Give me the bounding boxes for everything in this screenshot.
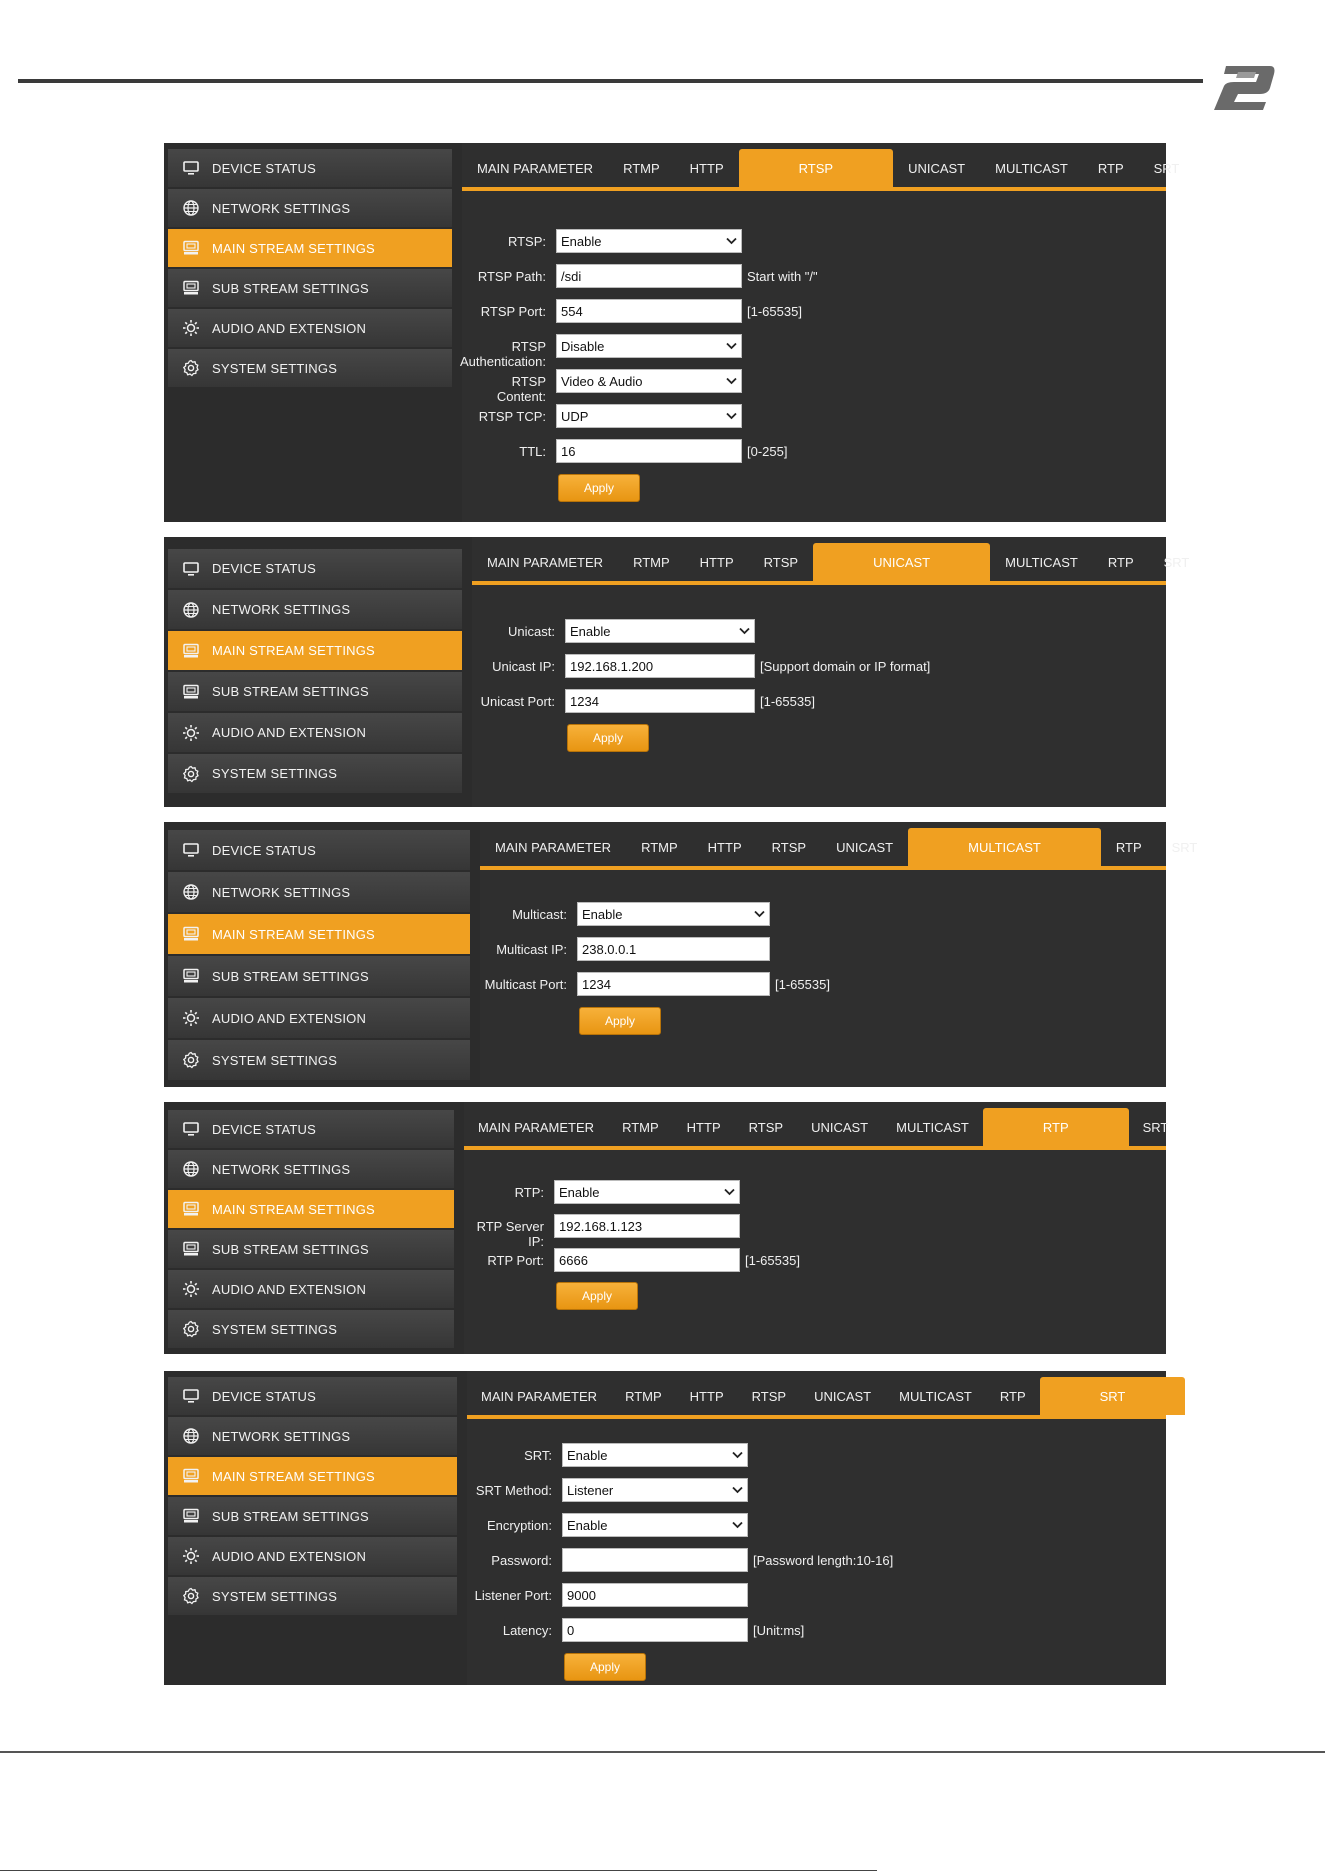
field-hint: [0-255]	[747, 444, 788, 459]
sidebar-item-network-settings[interactable]	[168, 872, 470, 912]
audio-gear-icon	[180, 722, 202, 744]
tab-main-parameter[interactable]: MAIN PARAMETER	[481, 1388, 598, 1404]
field-value: Enable	[561, 233, 602, 249]
password-input[interactable]	[562, 1548, 748, 1572]
tab-multicast[interactable]: MULTICAST	[899, 1388, 972, 1404]
form-row	[480, 970, 1166, 1000]
settings-panel-multicast	[164, 822, 1198, 1087]
rtp-select[interactable]	[554, 1180, 740, 1204]
rtp-server-ip-input[interactable]	[554, 1214, 740, 1238]
monitor-icon	[180, 1118, 202, 1140]
field-value: 1234	[582, 976, 611, 992]
sidebar-item-label: MAIN STREAM SETTINGS	[212, 926, 375, 942]
apply-row	[467, 1651, 1166, 1681]
field-label: Unicast:	[508, 624, 555, 639]
tab-rtp[interactable]: RTP	[999, 1388, 1026, 1404]
tab-srt[interactable]: SRT	[1142, 1119, 1169, 1135]
sidebar-item-label: AUDIO AND EXTENSION	[212, 1548, 367, 1564]
chevron-down-icon	[732, 1518, 743, 1532]
sidebar-item-device-status[interactable]	[168, 830, 470, 870]
field-label: Latency:	[502, 1623, 552, 1638]
field-value: 238.0.0.1	[582, 941, 637, 957]
rtsp-port-input[interactable]	[556, 299, 742, 323]
field-label: SRT:	[524, 1448, 552, 1463]
stream-icon	[180, 1198, 202, 1220]
audio-gear-icon	[180, 1545, 202, 1567]
form-row	[467, 1441, 1166, 1471]
field-hint: [1-65535]	[775, 977, 830, 992]
sidebar-item-label: DEVICE STATUS	[212, 1388, 316, 1404]
stream-icon	[180, 640, 202, 662]
field-label: RTSP TCP:	[478, 409, 546, 424]
sidebar-item-sub-stream-settings[interactable]	[168, 672, 462, 711]
stream-icon	[180, 277, 202, 299]
chevron-down-icon	[726, 234, 737, 248]
tab-main-parameter[interactable]: MAIN PARAMETER	[477, 160, 594, 176]
chevron-down-icon	[732, 1448, 743, 1462]
tab-rtsp[interactable]: RTSP	[748, 1119, 784, 1135]
tab-bar	[462, 149, 1180, 191]
sidebar-item-label: SYSTEM SETTINGS	[212, 1588, 338, 1604]
sidebar-item-sub-stream-settings[interactable]	[168, 956, 470, 996]
srt-select[interactable]	[562, 1443, 748, 1467]
gear-icon	[180, 1049, 202, 1071]
sidebar-item-audio-and-extension[interactable]	[168, 1537, 457, 1575]
field-value: /sdi	[561, 268, 582, 284]
form-row	[467, 1581, 1166, 1611]
field-value: 192.168.1.123	[559, 1218, 643, 1234]
field-value: UDP	[561, 408, 589, 424]
tab-main-parameter[interactable]: MAIN PARAMETER	[487, 554, 604, 570]
sidebar-item-label: SUB STREAM SETTINGS	[212, 1508, 369, 1524]
sidebar-item-label: SYSTEM SETTINGS	[212, 360, 338, 376]
sidebar-item-device-status[interactable]	[168, 549, 462, 588]
globe-icon	[180, 1158, 202, 1180]
form-row	[467, 1546, 1166, 1576]
sidebar-item-label: NETWORK SETTINGS	[212, 200, 351, 216]
rtp-port-input[interactable]	[554, 1248, 740, 1272]
apply-row	[480, 1005, 1166, 1035]
sidebar-item-system-settings[interactable]	[168, 1040, 470, 1080]
tab-multicast[interactable]: MULTICAST	[896, 1119, 969, 1135]
field-value: Video & Audio	[561, 373, 643, 389]
settings-panel-srt	[164, 1371, 1166, 1685]
sidebar-item-sub-stream-settings[interactable]	[168, 1230, 454, 1268]
sidebar-item-network-settings[interactable]	[168, 1417, 457, 1455]
content-area	[467, 1371, 1166, 1685]
stream-icon	[180, 237, 202, 259]
rtsp-path-input[interactable]	[556, 264, 742, 288]
sidebar-nav	[168, 830, 470, 1082]
form-row	[462, 437, 1166, 467]
tab-srt[interactable]: SRT	[1153, 160, 1180, 176]
tab-rtp[interactable]: RTP	[1097, 160, 1124, 176]
chevron-down-icon	[726, 374, 737, 388]
sidebar-item-main-stream-settings[interactable]	[168, 1190, 454, 1228]
sidebar-item-audio-and-extension[interactable]	[168, 1270, 454, 1308]
tab-http[interactable]: HTTP	[707, 839, 742, 855]
encryption-select[interactable]	[562, 1513, 748, 1537]
field-label: TTL:	[519, 444, 546, 459]
stream-icon	[180, 965, 202, 987]
sidebar-item-label: SUB STREAM SETTINGS	[212, 684, 369, 699]
unicast-select[interactable]	[565, 619, 755, 643]
field-value: 9000	[567, 1587, 596, 1603]
field-hint: Start with "/"	[747, 269, 818, 284]
unicast-ip-input[interactable]	[565, 654, 755, 678]
tab-rtp[interactable]: RTP	[1107, 554, 1134, 570]
field-hint: [Unit:ms]	[753, 1623, 805, 1638]
tab-http[interactable]: HTTP	[689, 160, 724, 176]
audio-gear-icon	[180, 1007, 202, 1029]
field-value: Enable	[567, 1517, 608, 1533]
chevron-down-icon	[726, 339, 737, 353]
form-row	[464, 1246, 1166, 1275]
tab-rtsp[interactable]: RTSP	[771, 839, 807, 855]
tab-multicast[interactable]: MULTICAST	[995, 160, 1068, 176]
sidebar-item-label: SUB STREAM SETTINGS	[212, 968, 369, 984]
globe-icon	[180, 599, 202, 621]
tab-unicast[interactable]: UNICAST	[836, 839, 894, 855]
field-value: Listener	[567, 1482, 614, 1498]
apply-button[interactable]: Apply	[564, 1653, 646, 1681]
stream-icon	[180, 1505, 202, 1527]
stream-icon	[180, 681, 202, 703]
sidebar-item-system-settings[interactable]	[168, 1577, 457, 1615]
field-label: RTSP Authentication:	[460, 339, 547, 369]
tab-bar	[467, 1377, 1166, 1419]
tab-rtsp[interactable]: RTSP	[763, 554, 799, 570]
field-hint: [1-65535]	[760, 694, 815, 709]
rtsp-select[interactable]	[556, 229, 742, 253]
monitor-icon	[180, 157, 202, 179]
form-row	[472, 652, 1166, 682]
rtsp-tcp-select[interactable]	[556, 404, 742, 428]
sidebar-item-device-status[interactable]	[168, 149, 452, 187]
tab-rtsp[interactable]: RTSP	[739, 149, 893, 187]
apply-button[interactable]: Apply	[556, 1282, 638, 1310]
form-row	[460, 332, 1166, 369]
tab-rtsp[interactable]: RTSP	[751, 1388, 787, 1404]
field-hint: [Password length:10-16]	[753, 1553, 894, 1568]
field-value: Disable	[561, 338, 605, 354]
rtsp-authentication-select[interactable]	[556, 334, 742, 358]
monitor-icon	[180, 558, 202, 580]
tab-unicast[interactable]: UNICAST	[811, 1119, 869, 1135]
tab-unicast[interactable]: UNICAST	[813, 543, 990, 581]
field-label: Listener Port:	[474, 1588, 552, 1603]
sidebar-item-device-status[interactable]	[168, 1377, 457, 1415]
apply-button[interactable]: Apply	[567, 724, 649, 752]
globe-icon	[180, 1425, 202, 1447]
tab-srt[interactable]: SRT	[1163, 554, 1190, 570]
form-row	[462, 262, 1166, 292]
sidebar-item-system-settings[interactable]	[168, 349, 452, 387]
field-label: Encryption:	[486, 1518, 552, 1533]
chevron-down-icon	[732, 1483, 743, 1497]
latency-input[interactable]	[562, 1618, 748, 1642]
sidebar-nav	[168, 549, 462, 795]
tab-bar	[472, 543, 1190, 585]
field-value: 0	[567, 1622, 575, 1638]
tab-http[interactable]: HTTP	[686, 1119, 721, 1135]
form-row	[472, 687, 1166, 717]
srt-method-select[interactable]	[562, 1478, 748, 1502]
apply-row	[462, 472, 1166, 502]
tab-unicast[interactable]: UNICAST	[814, 1388, 872, 1404]
form-row	[480, 900, 1166, 930]
tab-main-parameter[interactable]: MAIN PARAMETER	[495, 839, 612, 855]
tab-unicast[interactable]: UNICAST	[908, 160, 966, 176]
audio-gear-icon	[180, 1278, 202, 1300]
sidebar-item-label: NETWORK SETTINGS	[212, 1161, 351, 1177]
field-label: SRT Method:	[475, 1483, 552, 1498]
footer-separator	[0, 1751, 1325, 1753]
field-label: Multicast:	[512, 907, 567, 922]
field-label: Multicast IP:	[496, 942, 567, 957]
monitor-icon	[180, 839, 202, 861]
sidebar-item-label: AUDIO AND EXTENSION	[212, 1281, 367, 1297]
settings-panel-unicast	[164, 537, 1190, 807]
sidebar-item-network-settings[interactable]	[168, 189, 452, 227]
form-row	[462, 297, 1166, 327]
multicast-select[interactable]	[577, 902, 770, 926]
tab-srt[interactable]: SRT	[1171, 839, 1198, 855]
multicast-port-input[interactable]	[577, 972, 770, 996]
stream-icon	[180, 923, 202, 945]
form-row	[462, 367, 1166, 404]
sidebar-item-system-settings[interactable]	[168, 1310, 454, 1348]
field-value: 16	[561, 443, 576, 459]
tab-http[interactable]: HTTP	[689, 1388, 724, 1404]
sidebar-item-label: SUB STREAM SETTINGS	[212, 280, 369, 296]
sidebar-nav	[168, 1377, 457, 1617]
field-label: RTP Port:	[487, 1253, 544, 1268]
field-label: RTSP:	[507, 234, 546, 249]
form-row	[480, 935, 1166, 965]
field-value: 6666	[559, 1252, 588, 1268]
chevron-down-icon	[739, 624, 750, 638]
multicast-ip-input[interactable]	[577, 937, 770, 961]
gear-icon	[180, 763, 202, 785]
tab-rtp[interactable]: RTP	[983, 1108, 1129, 1146]
tab-main-parameter[interactable]: MAIN PARAMETER	[478, 1119, 595, 1135]
field-value: Enable	[582, 906, 623, 922]
sidebar-item-sub-stream-settings[interactable]	[168, 1497, 457, 1535]
sidebar-item-audio-and-extension[interactable]	[168, 998, 470, 1038]
sidebar-item-label: NETWORK SETTINGS	[212, 884, 351, 900]
sidebar-item-label: MAIN STREAM SETTINGS	[212, 1201, 375, 1217]
tab-bar	[480, 828, 1198, 870]
field-label: RTSP Port:	[480, 304, 546, 319]
apply-row	[464, 1280, 1166, 1310]
sidebar-item-label: SYSTEM SETTINGS	[212, 766, 338, 781]
multicast-form	[480, 900, 1166, 1040]
field-label: Password:	[491, 1553, 552, 1568]
tab-rtmp[interactable]: RTMP	[622, 1119, 659, 1135]
field-label: Multicast Port:	[484, 977, 567, 992]
sidebar-nav	[168, 149, 452, 389]
tab-http[interactable]: HTTP	[699, 554, 734, 570]
rtsp-form	[462, 227, 1166, 507]
form-row	[467, 1476, 1166, 1506]
tab-rtmp[interactable]: RTMP	[633, 554, 670, 570]
settings-panel-rtp	[164, 1102, 1169, 1354]
apply-button[interactable]: Apply	[558, 474, 640, 502]
tab-srt[interactable]: SRT	[1040, 1377, 1186, 1415]
form-row	[472, 617, 1166, 647]
form-row	[462, 227, 1166, 257]
form-row	[467, 1616, 1166, 1646]
content-area	[472, 537, 1190, 807]
tab-multicast[interactable]: MULTICAST	[908, 828, 1101, 866]
tab-rtp[interactable]: RTP	[1115, 839, 1142, 855]
settings-panel-rtsp	[164, 143, 1180, 522]
field-hint: [Support domain or IP format]	[760, 659, 931, 674]
field-label: RTSP Content:	[496, 374, 546, 404]
field-label: RTP Server IP:	[476, 1219, 544, 1249]
monitor-icon	[180, 1385, 202, 1407]
tab-multicast[interactable]: MULTICAST	[1005, 554, 1078, 570]
footer-rule	[0, 1870, 877, 1871]
gear-icon	[180, 1318, 202, 1340]
globe-icon	[180, 197, 202, 219]
field-value: Enable	[570, 623, 611, 639]
audio-gear-icon	[180, 317, 202, 339]
field-value: 1234	[570, 693, 599, 709]
sidebar-item-label: SYSTEM SETTINGS	[212, 1052, 338, 1068]
gear-icon	[180, 357, 202, 379]
rtsp-content-select[interactable]	[556, 369, 742, 393]
stream-icon	[180, 1238, 202, 1260]
form-row	[464, 1212, 1166, 1249]
sidebar-item-label: AUDIO AND EXTENSION	[212, 725, 367, 740]
tab-bar	[464, 1108, 1169, 1150]
sidebar-nav	[168, 1110, 454, 1350]
sidebar-item-network-settings[interactable]	[168, 590, 462, 629]
sidebar-item-main-stream-settings[interactable]	[168, 1457, 457, 1495]
sidebar-item-system-settings[interactable]	[168, 754, 462, 793]
field-value: Enable	[567, 1447, 608, 1463]
sidebar-item-audio-and-extension[interactable]	[168, 713, 462, 752]
stream-icon	[180, 1465, 202, 1487]
sidebar-item-label: SYSTEM SETTINGS	[212, 1321, 338, 1337]
sidebar-item-label: DEVICE STATUS	[212, 1121, 316, 1137]
chevron-down-icon	[726, 409, 737, 423]
sidebar-item-label: SUB STREAM SETTINGS	[212, 1241, 369, 1257]
form-row	[467, 1511, 1166, 1541]
content-area	[480, 822, 1198, 1087]
sidebar-item-sub-stream-settings[interactable]	[168, 269, 452, 307]
tab-rtmp[interactable]: RTMP	[623, 160, 660, 176]
field-hint: [1-65535]	[747, 304, 802, 319]
form-row	[464, 1178, 1166, 1207]
sidebar-item-network-settings[interactable]	[168, 1150, 454, 1188]
srt-form	[467, 1441, 1166, 1686]
sidebar-item-label: NETWORK SETTINGS	[212, 1428, 351, 1444]
sidebar-item-label: MAIN STREAM SETTINGS	[212, 240, 375, 256]
gear-icon	[180, 1585, 202, 1607]
sidebar-item-main-stream-settings[interactable]	[168, 631, 462, 670]
tab-rtmp[interactable]: RTMP	[625, 1388, 662, 1404]
field-label: Unicast Port:	[480, 694, 555, 709]
field-label: RTP:	[514, 1185, 544, 1200]
form-row	[462, 402, 1166, 432]
sidebar-item-main-stream-settings[interactable]	[168, 914, 470, 954]
unicast-port-input[interactable]	[565, 689, 755, 713]
sidebar-item-label: DEVICE STATUS	[212, 160, 316, 176]
sidebar-item-label: AUDIO AND EXTENSION	[212, 320, 367, 336]
header-rule	[18, 79, 1203, 83]
sidebar-item-label: NETWORK SETTINGS	[212, 602, 351, 617]
ttl-input[interactable]	[556, 439, 742, 463]
apply-button[interactable]: Apply	[579, 1007, 661, 1035]
brand-logo-icon	[1208, 62, 1278, 112]
sidebar-item-label: MAIN STREAM SETTINGS	[212, 643, 375, 658]
chevron-down-icon	[724, 1185, 735, 1199]
field-value: 192.168.1.200	[570, 658, 654, 674]
sidebar-item-label: MAIN STREAM SETTINGS	[212, 1468, 375, 1484]
sidebar-item-main-stream-settings[interactable]	[168, 229, 452, 267]
field-hint: [1-65535]	[745, 1253, 800, 1268]
field-label: RTSP Path:	[477, 269, 546, 284]
sidebar-item-label: DEVICE STATUS	[212, 561, 316, 576]
sidebar-item-label: DEVICE STATUS	[212, 842, 316, 858]
unicast-form	[472, 617, 1166, 757]
tab-rtmp[interactable]: RTMP	[641, 839, 678, 855]
sidebar-item-label: AUDIO AND EXTENSION	[212, 1010, 367, 1026]
globe-icon	[180, 881, 202, 903]
listener-port-input[interactable]	[562, 1583, 748, 1607]
rtp-form	[464, 1178, 1166, 1315]
content-area	[460, 143, 1180, 522]
field-value: Enable	[559, 1184, 600, 1200]
content-area	[464, 1102, 1169, 1354]
chevron-down-icon	[754, 907, 765, 921]
field-label: Unicast IP:	[492, 659, 555, 674]
apply-row	[472, 722, 1166, 752]
sidebar-item-device-status[interactable]	[168, 1110, 454, 1148]
sidebar-item-audio-and-extension[interactable]	[168, 309, 452, 347]
field-value: 554	[561, 303, 583, 319]
